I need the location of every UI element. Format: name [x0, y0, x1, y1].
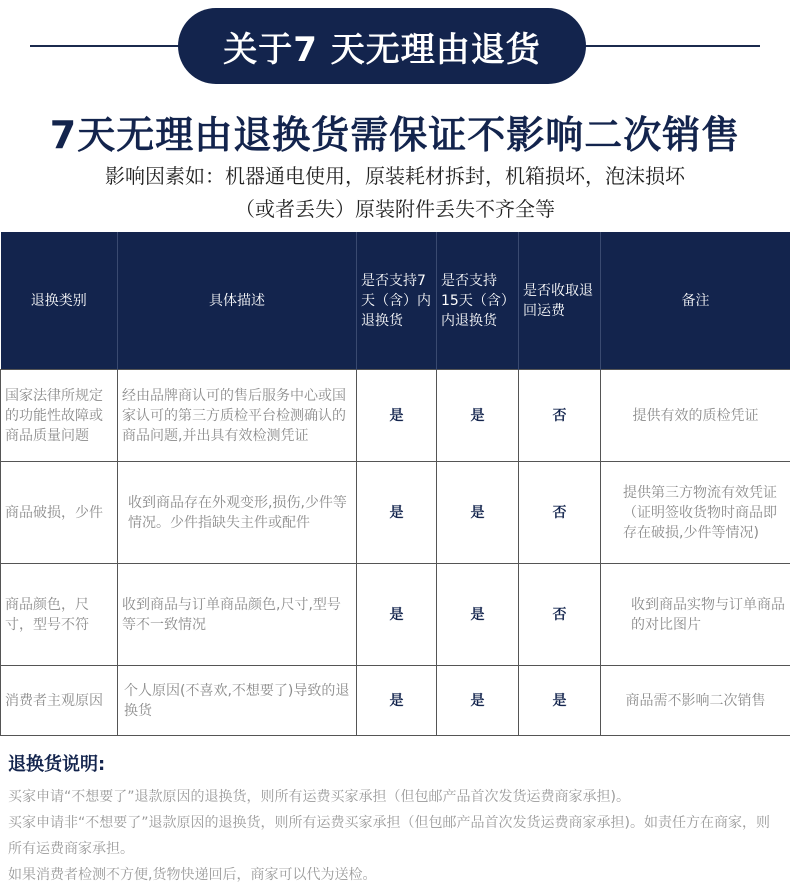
table-row [1, 370, 790, 462]
row-15day: 是 [437, 370, 519, 462]
page-headline: 7天无理由退换货需保证不影响二次销售 [49, 113, 741, 157]
row-return-fee: 否 [519, 462, 601, 564]
row-category: 国家法律所规定的功能性故障或商品质量问题 [1, 370, 118, 462]
banner-right-line [575, 45, 760, 47]
row-description: 收到商品存在外观变形,损伤,少件等情况。少件指缺失主件或配件 [118, 462, 357, 564]
row-return-fee: 否 [519, 564, 601, 666]
table-row [1, 666, 790, 736]
row-note: 商品需不影响二次销售 [601, 666, 790, 736]
table-row [1, 462, 790, 564]
header-15day: 是否支持15天（含）内退换货 [437, 232, 519, 370]
banner-left-line [30, 45, 190, 47]
row-7day: 是 [357, 666, 437, 736]
row-7day: 是 [357, 564, 437, 666]
row-7day: 是 [357, 370, 437, 462]
header-note: 备注 [601, 232, 790, 370]
influence-factors-line2: （或者丢失）原装附件丢失不齐全等 [235, 197, 555, 221]
row-note: 收到商品实物与订单商品的对比图片 [601, 564, 790, 666]
row-15day: 是 [437, 666, 519, 736]
row-15day: 是 [437, 564, 519, 666]
table-header-row [1, 232, 790, 370]
note-line: 买家申请非“不想要了”退款原因的退换货，则所有运费买家承担（但包邮产品首次发货运费商家承担)。如责任方在商家，则所有运费商家承担。 [8, 815, 770, 857]
note-line: 买家申请“不想要了”退款原因的退换货，则所有运费买家承担（但包邮产品首次发货运费商家承担)。 [8, 789, 630, 805]
note-line: 如果消费者检测不方便,货物快递回后，商家可以代为送检。 [8, 867, 377, 883]
header-description: 具体描述 [118, 232, 357, 370]
row-return-fee: 是 [519, 666, 601, 736]
row-category: 商品颜色，尺寸，型号不符 [1, 564, 118, 666]
return-notes [8, 750, 783, 888]
header-category: 退换类别 [1, 232, 118, 370]
table-row [1, 564, 790, 666]
row-category: 商品破损，少件 [1, 462, 118, 564]
row-note: 提供有效的质检凭证 [601, 370, 790, 462]
row-note: 提供第三方物流有效凭证（证明签收货物时商品即存在破损,少件等情况) [601, 462, 790, 564]
row-description: 收到商品与订单商品颜色,尺寸,型号等不一致情况 [118, 564, 357, 666]
influence-factors-line1: 影响因素如：机器通电使用，原装耗材拆封，机箱损坏，泡沫损坏 [105, 164, 685, 188]
return-policy-table [0, 232, 790, 736]
notes-title: 退换货说明: [8, 754, 106, 775]
row-return-fee: 否 [519, 370, 601, 462]
header-return-fee: 是否收取退回运费 [519, 232, 601, 370]
row-description: 个人原因(不喜欢,不想要了)导致的退换货 [118, 666, 357, 736]
row-15day: 是 [437, 462, 519, 564]
row-description: 经由品牌商认可的售后服务中心或国家认可的第三方质检平台检测确认的商品问题,并出具有效检测凭证 [118, 370, 357, 462]
row-7day: 是 [357, 462, 437, 564]
banner-title: 关于7 天无理由退货 [178, 8, 586, 84]
header-7day: 是否支持7天（含）内退换货 [357, 232, 437, 370]
row-category: 消费者主观原因 [1, 666, 118, 736]
